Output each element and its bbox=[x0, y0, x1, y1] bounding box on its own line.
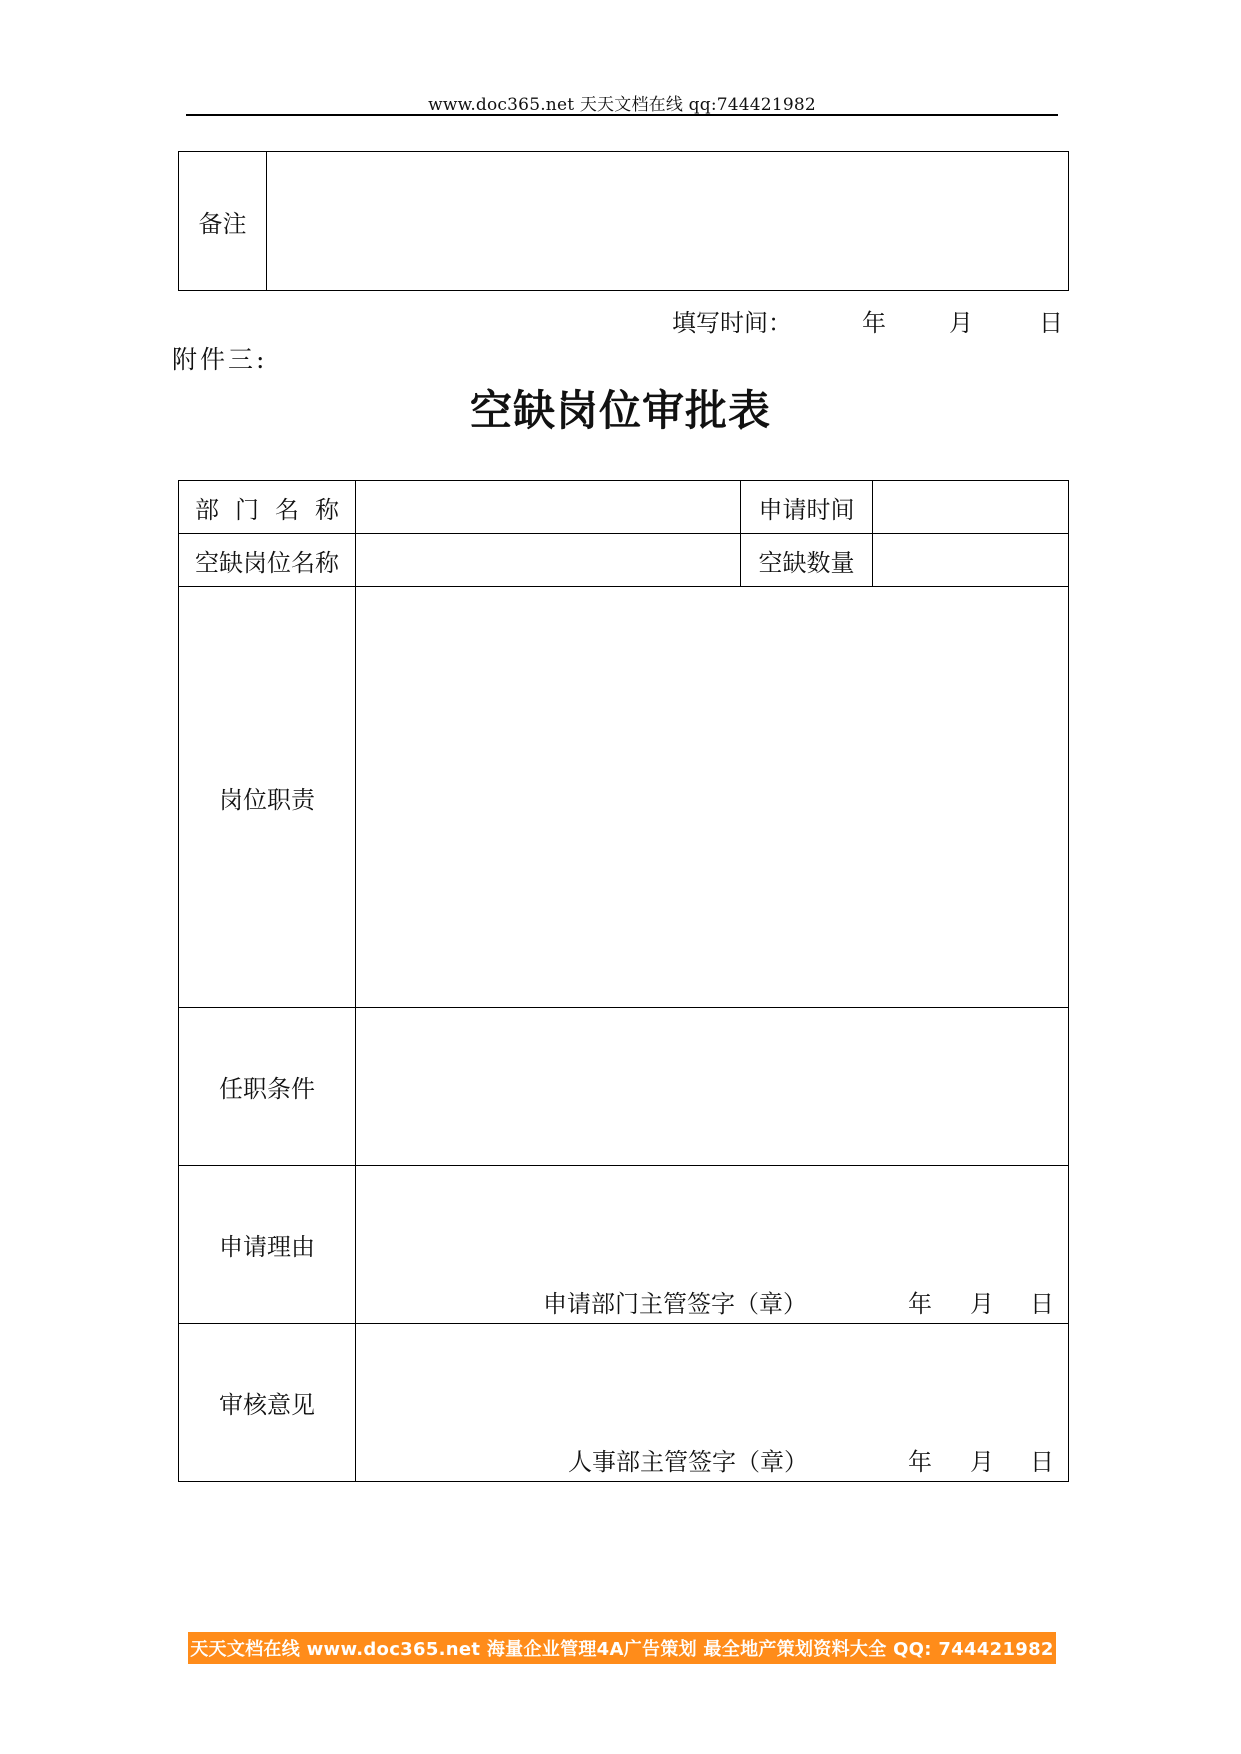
fill-time-day: 日 bbox=[1039, 309, 1063, 337]
page-header-text: www.doc365.net 天天文档在线 qq:744421982 bbox=[428, 95, 816, 115]
review-day: 日 bbox=[1030, 1448, 1054, 1476]
reason-label: 申请理由 bbox=[179, 1166, 356, 1324]
reason-signature-label: 申请部门主管签字（章） bbox=[543, 1290, 807, 1318]
remark-field[interactable] bbox=[267, 152, 1069, 291]
dept-name-field[interactable] bbox=[356, 481, 741, 534]
reason-month: 月 bbox=[970, 1290, 994, 1318]
fill-time-year: 年 bbox=[862, 309, 886, 337]
dept-name-label: 部门名称 bbox=[179, 481, 356, 534]
duties-label: 岗位职责 bbox=[179, 587, 356, 1008]
page-title: 空缺岗位审批表 bbox=[469, 386, 771, 435]
requirements-label: 任职条件 bbox=[179, 1008, 356, 1166]
vacant-post-field[interactable] bbox=[356, 534, 741, 587]
review-month: 月 bbox=[970, 1448, 994, 1476]
footer-banner: 天天文档在线 www.doc365.net 海量企业管理4A广告策划 最全地产策划资料大全 QQ: 744421982 bbox=[188, 1632, 1056, 1664]
review-label: 审核意见 bbox=[179, 1324, 356, 1482]
vacant-count-field[interactable] bbox=[873, 534, 1069, 587]
review-signature-label: 人事部主管签字（章） bbox=[568, 1448, 808, 1476]
vacancy-approval-form bbox=[178, 480, 1069, 1482]
annex-label: 附件三: bbox=[172, 345, 268, 374]
duties-field[interactable] bbox=[356, 587, 1069, 1008]
reason-year: 年 bbox=[908, 1290, 932, 1318]
apply-time-field[interactable] bbox=[873, 481, 1069, 534]
review-year: 年 bbox=[908, 1448, 932, 1476]
apply-time-label: 申请时间 bbox=[741, 481, 873, 534]
vacant-post-label: 空缺岗位名称 bbox=[179, 534, 356, 587]
review-field[interactable] bbox=[356, 1324, 1069, 1482]
fill-time-label: 填写时间： bbox=[672, 309, 792, 337]
requirements-field[interactable] bbox=[356, 1008, 1069, 1166]
remark-label: 备注 bbox=[179, 152, 267, 291]
vacant-count-label: 空缺数量 bbox=[741, 534, 873, 587]
remark-table bbox=[178, 151, 1069, 291]
header-rule bbox=[186, 114, 1058, 116]
fill-time-month: 月 bbox=[949, 309, 973, 337]
reason-day: 日 bbox=[1030, 1290, 1054, 1318]
reason-field[interactable] bbox=[356, 1166, 1069, 1324]
